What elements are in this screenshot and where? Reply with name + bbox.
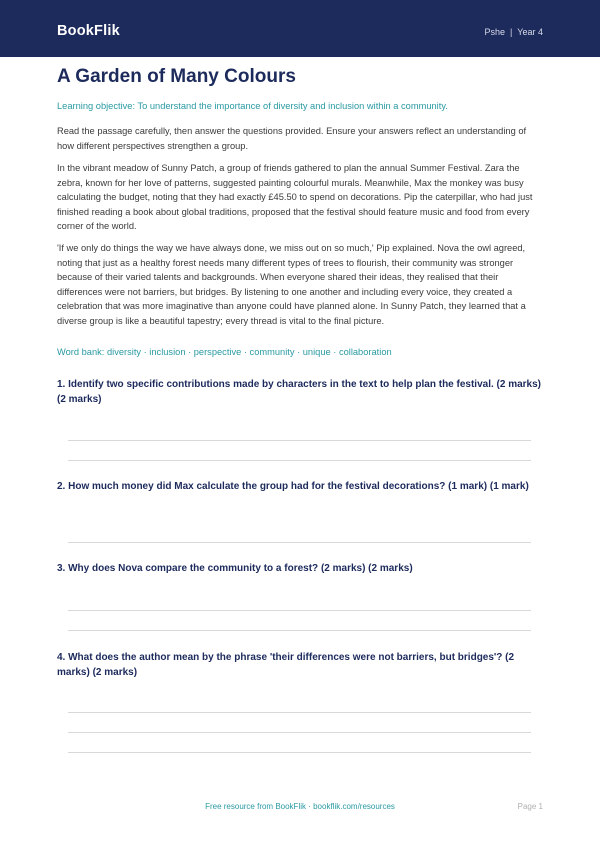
year-label: Year 4: [517, 27, 543, 37]
answer-line[interactable]: [68, 460, 531, 461]
page-number: Page 1: [517, 802, 543, 811]
passage-paragraph-1: In the vibrant meadow of Sunny Patch, a group of friends gathered to plan the annual Summer Festival. Zara the zebra, known for her love of patterns, suggested painting colourful murals. Meanwhile, Max the monkey was busy calculating the budget, noting that they had exactly £45.50 to spend on decorations. Pip the caterpillar, who had just finished reading a book about global traditions, proposed that the festival should feature music and food from every corner of the world.: [57, 163, 533, 232]
answer-line[interactable]: [68, 630, 531, 631]
answer-line[interactable]: [68, 752, 531, 753]
answer-line[interactable]: [68, 440, 531, 441]
learning-objective: Learning objective: To understand the importance of diversity and inclusion within a community.: [57, 101, 448, 111]
page-header: [0, 0, 600, 57]
subject-year-label: [484, 27, 543, 37]
page-title: A Garden of Many Colours: [57, 66, 296, 87]
question-1: 1. Identify two specific contributions made by characters in the text to help plan the festival. (2 marks) (2 marks): [57, 379, 542, 405]
question-4: 4. What does the author mean by the phrase 'their differences were not barriers, but bridges'? (2 marks) (2 marks): [57, 652, 515, 678]
answer-line[interactable]: [68, 542, 531, 543]
answer-line[interactable]: [68, 610, 531, 611]
answer-line[interactable]: [68, 732, 531, 733]
brand-logo-text: BookFlik: [57, 23, 120, 39]
subject-label: Pshe: [484, 27, 505, 37]
passage-paragraph-2: 'If we only do things the way we have always done, we miss out on so much,' Pip explained. Nova the owl agreed, noting that just as a healthy forest needs many different types of trees to flourish, their community was stronger because of their varied talents and backgrounds. When everyone shared their ideas, they realised that their differences were not barriers, but bridges. By listening to one another and including every voice, they created a celebration that was more imaginative than anyone could have planned alone. In Sunny Patch, they learned that a diverse group is like a beautiful tapestry; every thread is vital to the final picture.: [57, 243, 526, 326]
meta-separator: |: [509, 27, 513, 37]
question-2: 2. How much money did Max calculate the group had for the festival decorations? (1 mark) (1 mark): [57, 481, 529, 492]
answer-line[interactable]: [68, 712, 531, 713]
instructions-paragraph: Read the passage carefully, then answer the questions provided. Ensure your answers reflect an understanding of how different perspectives strengthen a group.: [57, 126, 527, 151]
footer-resource-link[interactable]: Free resource from BookFlik · bookflik.com/resources: [205, 802, 395, 811]
word-bank: Word bank: diversity · inclusion · perspective · community · unique · collaboration: [57, 347, 392, 357]
question-3: 3. Why does Nova compare the community to a forest? (2 marks) (2 marks): [57, 563, 413, 574]
